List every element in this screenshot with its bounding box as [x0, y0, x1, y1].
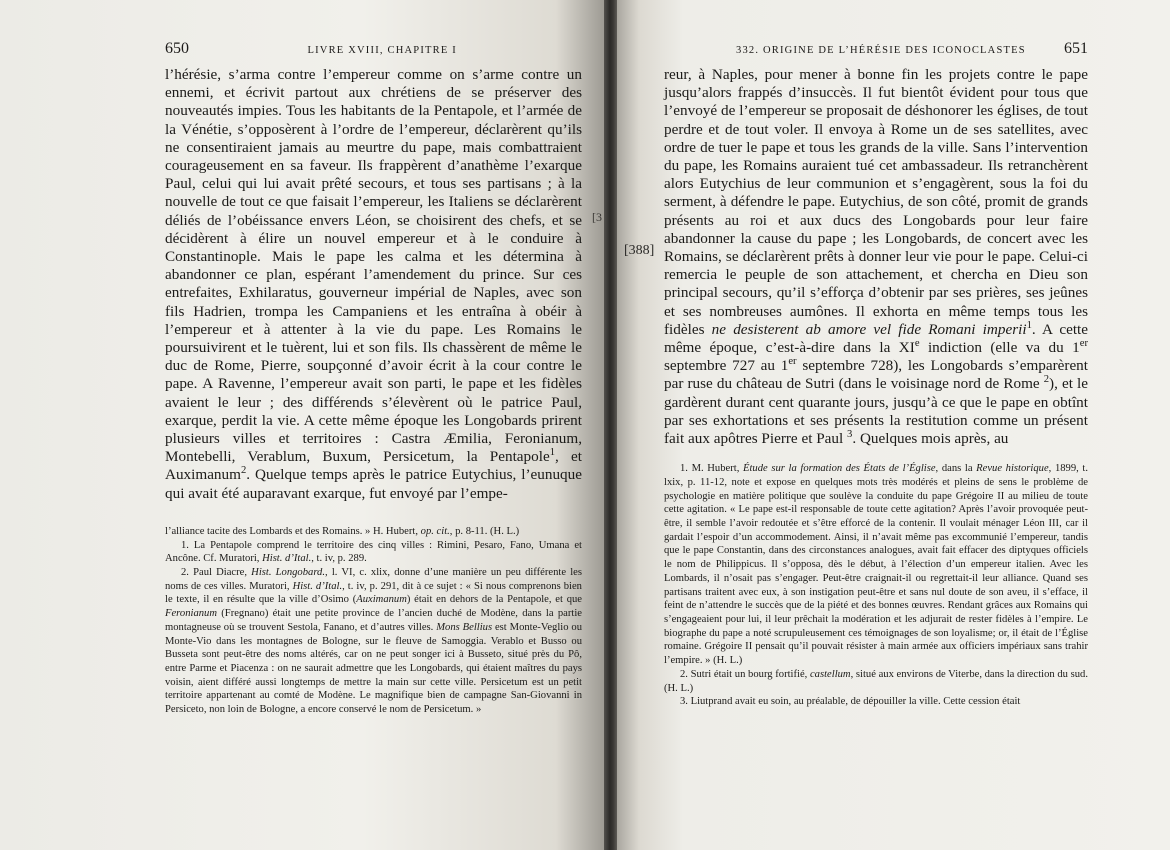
- left-margin-fragment: [3: [592, 210, 602, 224]
- footnote-ref: 2: [240, 465, 247, 477]
- left-footnotes: [165, 525, 582, 717]
- footnote-ref: 1: [549, 447, 556, 459]
- footnote-1: 1. M. Hubert, Étude sur la formation des États de l’Église, dans la Revue historique, 1899, t. lxix, p. 11-12, note et expose en quelques mots très modérés et pleins de sens le problème de psychologie en matière politique que soulève la conduite du pape Grégoire II au milieu de toute cette agitation. « Le pape est-il responsable de toute cette agitation? Après l’avoir provoquée peut-être, il semble l’avoir redoutée et s’être efforcé de la contenir. Il voulait ménager Léon III, car il gardait l’espoir d’un accommodement. Ainsi, il n’avait même pas excommunié l’empereur, tandis que le pape Constantin, dans des circonstances analogues, avait fait effacer des diptyques officiels le nom de Philippicus. Il s’opposa, dès le début, à l’élection d’un empereur italien. Avec les Lombards, il n’osait pas s’engager. Peut-être craignait-il ou regrettait-il leur alliance. Quand ses partisans traitent avec eux, à son instigation peut-être et sans nul doute de son aveu, il s’efface, il feint de n’attendre le succès que de la piété et des bonnes œuvres. Rendant grâces aux Romains qui s’engageaient pour lui, il leur prêchait la modération et les adjurait de rester fidèles à l’empire. Le biographe du pape a noté scrupuleusement ces témoignages de son loyalisme; or, il était de l’Église romaine. Grégoire II pensait qu’il pouvait résister à main armée aux officiers impériaux sans trahir l’empire. » (H. L.): [664, 463, 1088, 667]
- left-body-text: l’hérésie, s’arma contre l’empereur comme on s’arme contre un ennemi, et écrivit partout aux chrétiens de se préserver des nouveautés impies. Tous les habitants de la Pentapole, et l’armée de la Vénétie, s’opposèrent à l’ordre de l’empereur, déclarèrent qu’ils ne consentiraient jamais au meurtre du pape, mais combattraient courageusement en sa faveur. Ils frappèrent d’anathème l’exarque Paul, celui qui lui avait prêté secours, et tous ses partisans ; à la nouvelle de tout ce que faisait l’empereur, les Italiens se déclarèrent déliés de l’obéissance envers Léon, se choisirent des chefs, et se décidèrent à élire un nouvel empereur et à le conduire à Constantinople. Mais le pape les calma et les détermina à abandonner ce plan, espérant l’amendement du prince. Sur ces entrefaites, Exhilaratus, gouverneur impérial de Naples, avec son fils Hadrien, trompa les Campaniens et les entraîna à obéir à l’empereur et à attenter à la vie du pape. Les Romains le poursuivirent et le tuèrent, lui et son fils. Ils chassèrent de même le duc de Rome, Pierre, soupçonné d’avoir écrit à la cour contre le pape. A Ravenne, l’empereur avait son parti, le pape et les fidèles avaient le leur ; des différends s’élevèrent où le patrice Paul, exarque, perdit la vie. A cette même époque les Longobards prirent plusieurs villes et territoires : Castra Æmilia, Feronianum, Montebelli, Verablum, Buxum, Persicetum, la Pentapole$^1$, et Auximanum$^2$. Quelque temps après le patrice Eutychius, l’eunuque qui avait été auparavant exarque, fut envoyé par l’empe-: [165, 66, 582, 502]
- footnote-1: 1. La Pentapole comprend le territoire des cinq villes : Rimini, Pesaro, Fano, Umana et Ancône. Cf. Muratori, Hist. d’Ital., t. iv, p. 289.: [165, 539, 582, 565]
- footnote-ref: 1: [1026, 319, 1032, 331]
- right-body-text: reur, à Naples, pour mener à bonne fin les projets contre le pape jusqu’alors frappés d’insuccès. Il fut bientôt évident pour tous que l’envoyé de l’empereur se proposait de déshonorer les églises, de tout perdre et de tout voler. Il envoya à Rome un de ses satellites, avec ordre de tuer le pape et tous les grands de la ville. Sans l’intervention du pape, les Romains auraient tué cet ambassadeur. Ils retranchèrent alors Eutychius de leur communion et s’engagèrent, sous la foi du serment, à défendre le pape. Eutychius, de son côté, promit de grands présents au roi et aux ducs des Longobards pour leur faire abandonner la cause du pape ; les Longobards, de concert avec les Romains, se déclarèrent prêts à donner leur vie pour le pape. Celui-ci remercia le peuple de son attachement, et chercha en Dieu son principal secours, qu’il s’efforça d’obtenir par ses prières, ses jeûnes et ses nombreuses aumônes. Il exhorta en même temps tous les fidèles ne desisterent ab amore vel fide Romani imperii$^1$. A cette même époque, c’est-à-dire dans la XIe indiction (elle va du 1er septembre 727 au 1er septembre 728), les Longobards s’emparèrent par ruse du château de Sutri (dans le voisinage nord de Rome $^2$), et le gardèrent durant cent quarante jours, jusqu’à ce que le pape en obtînt par ses exhortations et ses présents la restitution comme un présent fait aux apôtres Pierre et Paul $^3$. Quelques mois après, au: [664, 66, 1089, 448]
- right-page: [617, 0, 1170, 850]
- footnote-2: 2. Sutri était un bourg fortifié, castellum, situé aux environs de Viterbe, dans la direction du sud. (H. L.): [664, 668, 1088, 694]
- footnote-continued: l’alliance tacite des Lombards et des Romains. » H. Hubert, op. cit., p. 8-11. (H. L.): [165, 525, 520, 537]
- right-chapter-title: 332. ORIGINE DE L’HÉRÉSIE DES ICONOCLASTES: [736, 45, 1026, 56]
- left-page-number: 650: [165, 40, 189, 57]
- footnote-ref: 2: [1043, 374, 1050, 386]
- left-running-head: [165, 0, 582, 62]
- right-page-number: 651: [1064, 40, 1088, 57]
- footnote-3: 3. Liutprand avait eu soin, au préalable, de dépouiller la ville. Cette cession était: [680, 696, 1021, 708]
- footnote-ref: 3: [847, 429, 853, 440]
- left-chapter-title: LIVRE XVIII, CHAPITRE I: [307, 45, 457, 56]
- margin-reference: [388]: [624, 243, 655, 258]
- right-footnotes: [664, 462, 1088, 709]
- right-running-head: [664, 0, 1088, 62]
- footnote-2: 2. Paul Diacre, Hist. Longobard., l. VI, c. xlix, donne d’une manière un peu différente les noms de ces villes. Muratori, Hist. d’Ital., t. iv, p. 291, dit à ce sujet : « Si nous comprenons bien le texte, il en résulte que la ville d’Osimo (Auximanum) était en dehors de la Pentapole, et que Feronianum (Fregnano) était une petite province de l’ancien duché de Modène, dans la partie montagneuse où se trouvent Sestola, Fanano, et d’autres villes. Mons Bellius est Monte-Veglio ou Monte-Vio dans les montagnes de Bologne, sur le fleuve de Samoggia. Verablo et Busso ou Busseta sont peut-être des noms altérés, car on ne peut songer ici à Busseto, situé près du Pô, entre Parme et Piacenza : on ne saurait admettre que les Longobards, qui étaient maîtres du pays voisin, aient différé aussi longtemps de mettre la main sur cette ville. Persicetum est un petit territoire appartenant au comté de Modène. Le magnifique bien de campagne San-Giovanni in Persiceto, non loin de Bologne, a encore conservé le nom de Persicetum. »: [165, 566, 583, 716]
